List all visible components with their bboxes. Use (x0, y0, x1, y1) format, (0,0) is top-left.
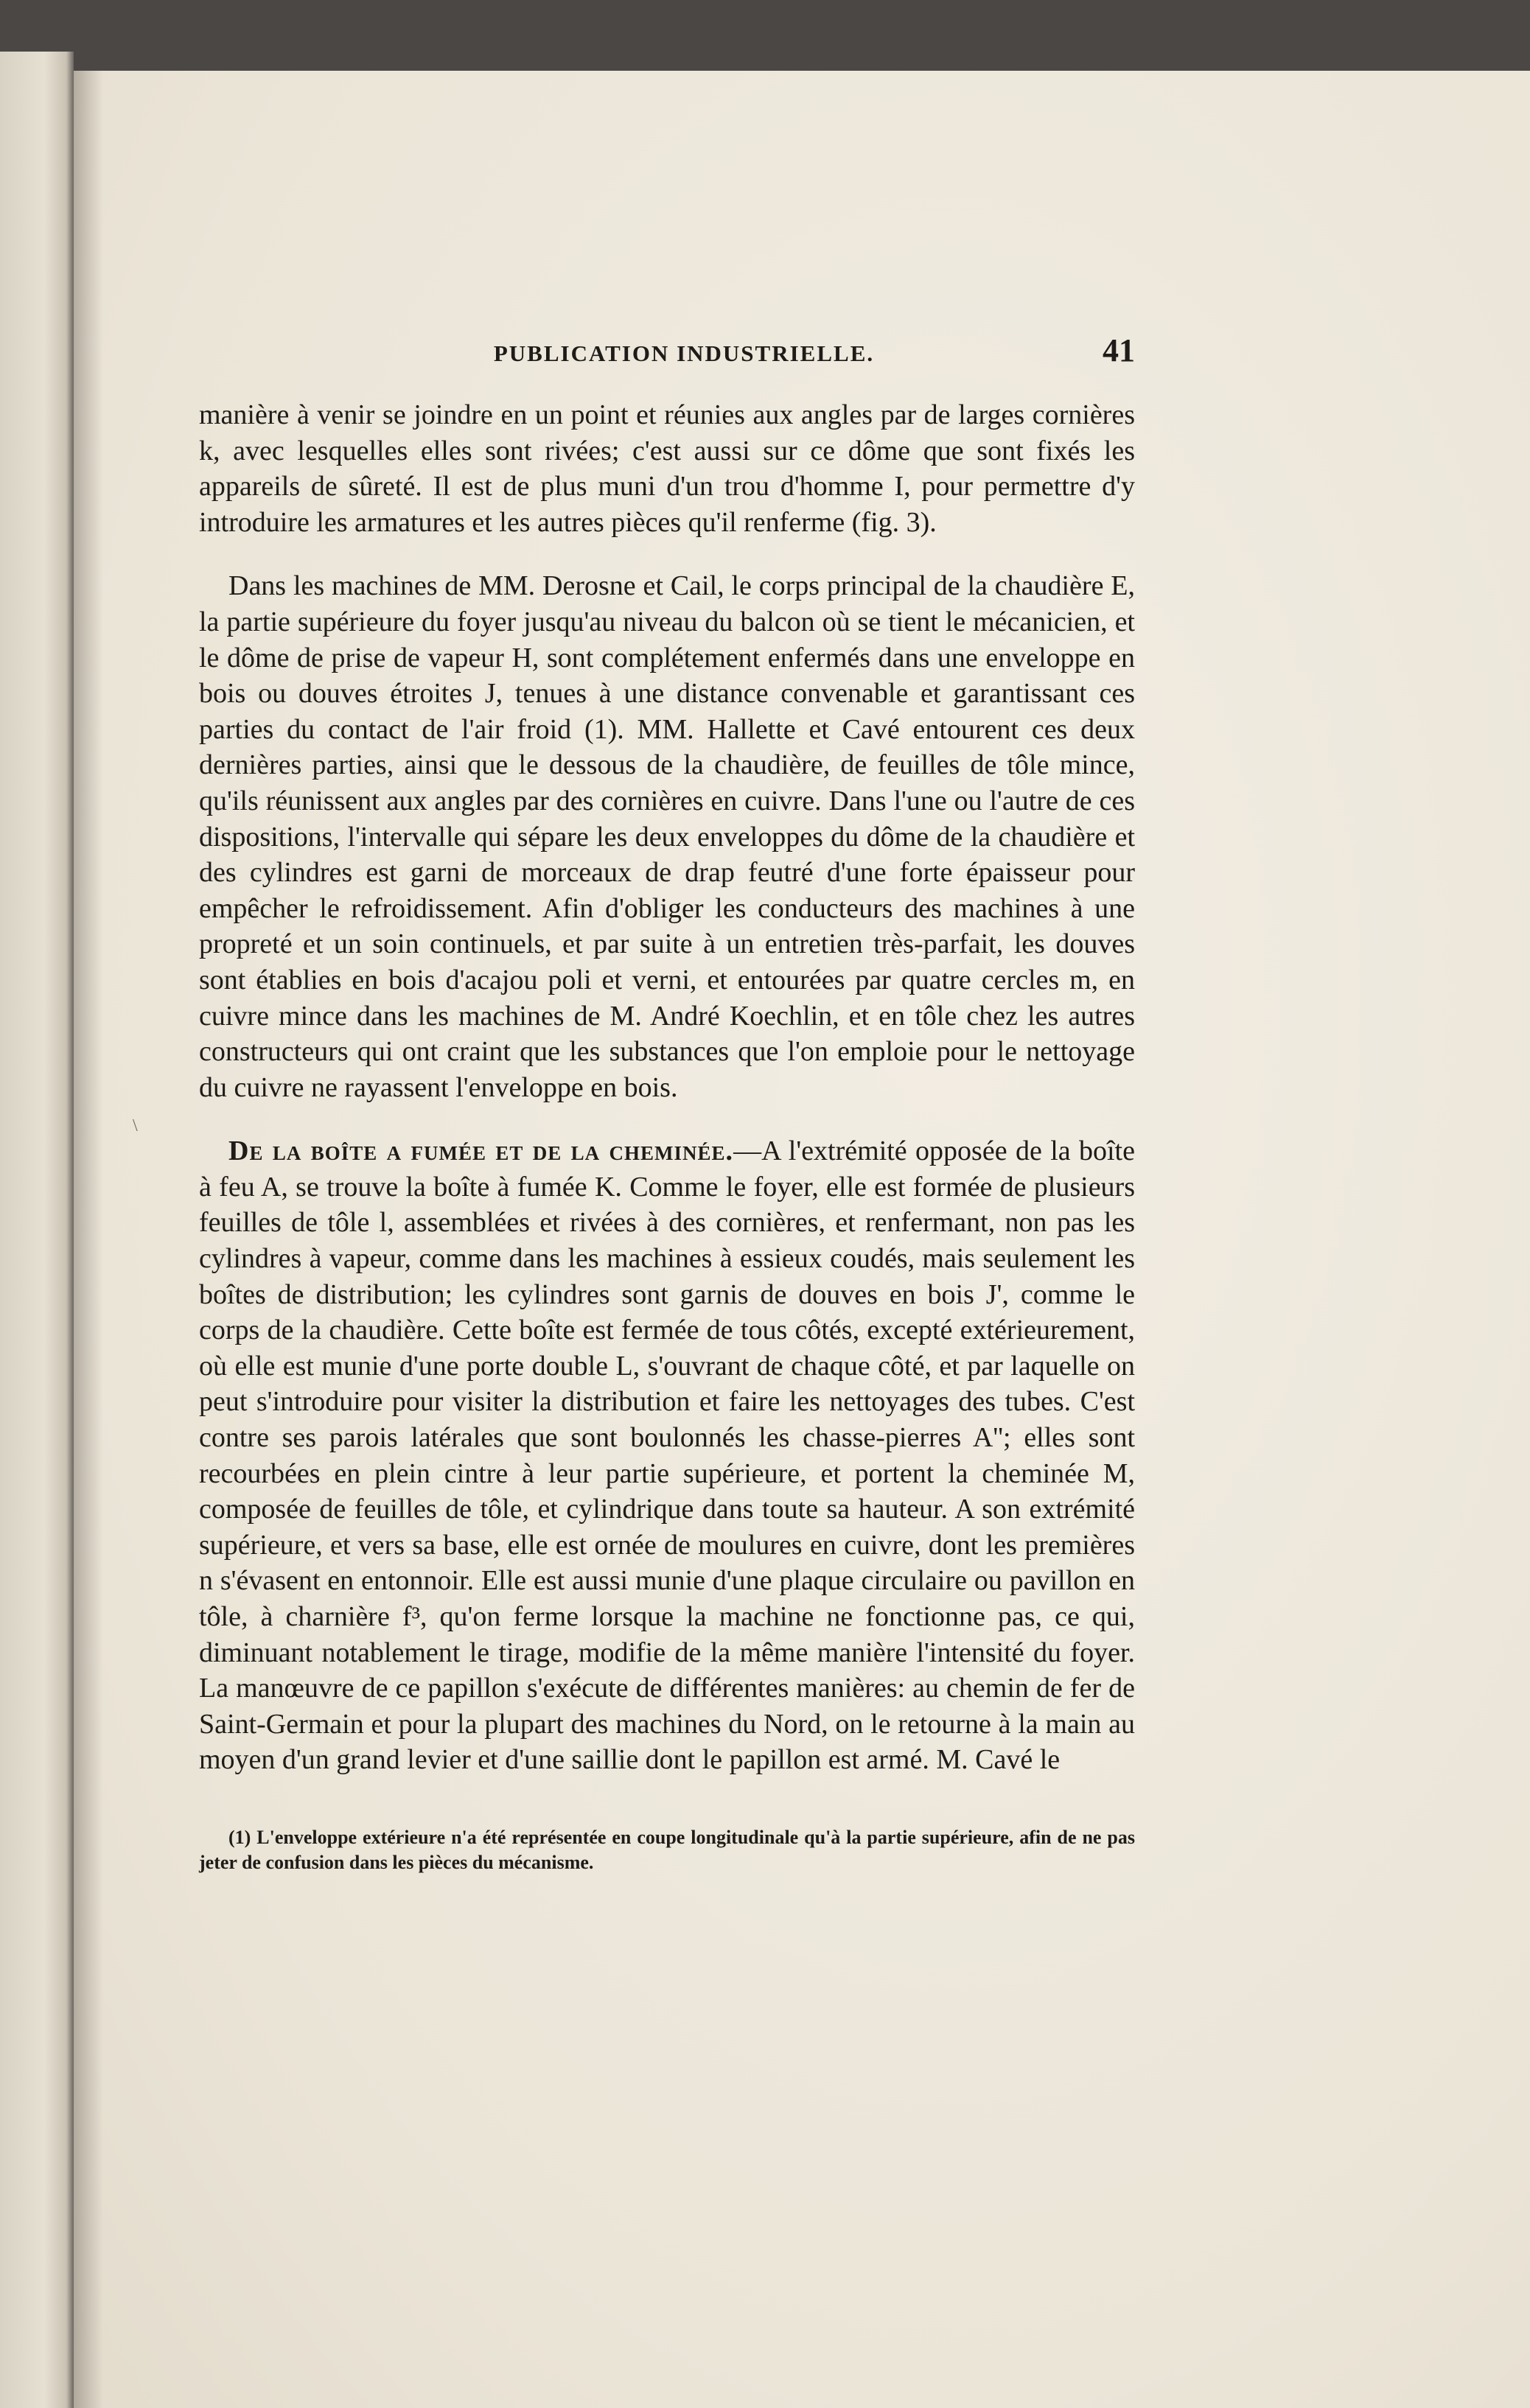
running-title: PUBLICATION INDUSTRIELLE. (493, 340, 875, 366)
margin-mark: \ (133, 1116, 138, 1135)
footnote-marker: (1) (228, 1826, 251, 1848)
body-text (199, 397, 1135, 1778)
footnote (199, 1825, 1135, 1875)
footnote-text: L'enveloppe extérieure n'a été représentée en coupe longitudinale qu'à la partie supérieure, afin de ne pas jeter de confusion dans les pièces du mécanisme. (199, 1826, 1135, 1873)
paragraph-1: manière à venir se joindre en un point et réunies aux angles par de larges cornières k, avec lesquelles elles sont rivées; c'est aussi sur ce dôme que sont fixés les appareils de sûreté. Il est de plus muni d'un trou d'homme I, pour permettre d'y introduire les armatures et les autres pièces qu'il renferme (fig. 3). (199, 399, 1135, 538)
paragraph-2: Dans les machines de MM. Derosne et Cail, le corps principal de la chaudière E, la partie supérieure du foyer jusqu'au niveau du balcon où se tient le mécanicien, et le dôme de prise de vapeur H, sont complétement enfermés dans une enveloppe en bois ou douves étroites J, tenues à une distance convenable et garantissant ces parties du contact de l'air froid (1). MM. Hallette et Cavé entourent ces deux dernières parties, ainsi que le dessous de la chaudière, de feuilles de tôle mince, qu'ils réunissent aux angles par des cornières en cuivre. Dans l'une ou l'autre de ces dispositions, l'intervalle qui sépare les deux enveloppes du dôme de la chaudière et des cylindres est garni de morceaux de drap feutré d'une forte épaisseur pour empêcher le refroidissement. Afin d'obliger les conducteurs des machines à une propreté et un soin continuels, et par suite à un entretien très-parfait, les douves sont établies en bois d'acajou poli et verni, et entourées par quatre cercles m, en cuivre mince dans les machines de M. André Koechlin, et en tôle chez les autres constructeurs qui ont craint que les substances que l'on emploie pour le nettoyage du cuivre ne rayassent l'enveloppe en bois. (199, 570, 1135, 1103)
section-heading: De la boîte a fumée et de la cheminée. (228, 1135, 734, 1167)
page-number: 41 (1103, 332, 1135, 368)
page-header (199, 332, 1135, 369)
gutter-shadow (74, 71, 103, 2408)
paragraph-3 (199, 1133, 1135, 1778)
page-text-block (199, 332, 1135, 1894)
paragraph-3-text: —A l'extrémité opposée de la boîte à feu A, se trouve la boîte à fumée K. Comme le foyer, elle est formée de plusieurs feuilles de tôle l, assemblées et rivées à des cornières, et renfermant, non pas les cylindres à vapeur, comme dans les machines à essieux coudés, mais seulement les boîtes de distribution; les cylindres sont garnis de douves en bois J', comme le corps de la chaudière. Cette boîte est fermée de tous côtés, excepté extérieurement, où elle est munie d'une porte double L, s'ouvrant de chaque côté, et par laquelle on peut s'introduire pour visiter la distribution et faire les nettoyages des tubes. C'est contre ses parois latérales que sont boulonnés les chasse-pierres A''; elles sont recourbées en plein cintre à leur partie supérieure, et portent la cheminée M, composée de feuilles de tôle, et cylindrique dans toute sa hauteur. A son extrémité supérieure, et vers sa base, elle est ornée de moulures en cuivre, dont les premières n s'évasent en entonnoir. Elle est aussi munie d'une plaque circulaire ou pavillon en tôle, à charnière f³, qu'on ferme lorsque la machine ne fonctionne pas, ce qui, diminuant notablement le tirage, modifie de la même manière l'intensité du foyer. La manœuvre de ce papillon s'exécute de différentes manières: au chemin de fer de Saint-Germain et pour la plupart des machines du Nord, on le retourne à la main au moyen d'un grand levier et d'une saillie dont le papillon est armé. M. Cavé le (199, 1135, 1135, 1776)
footnote-separator (199, 1806, 1135, 1819)
facing-page-edge (0, 52, 74, 2408)
